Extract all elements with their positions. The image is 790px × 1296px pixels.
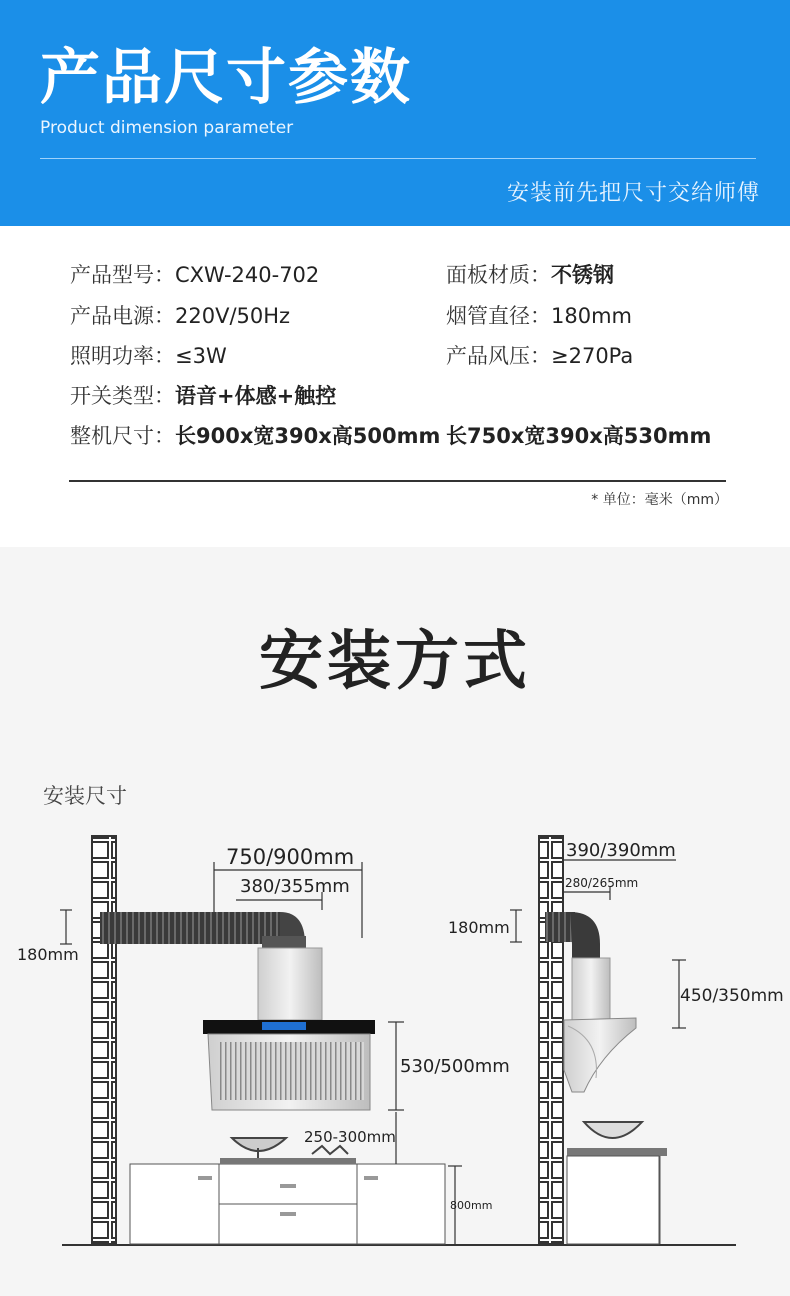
spec-light <box>70 341 227 371</box>
spec-value: 220V/50Hz <box>175 304 291 328</box>
dim-offset: 380/355mm <box>240 876 350 897</box>
dim-counter: 800mm <box>450 1199 493 1212</box>
hood-body <box>203 1020 375 1110</box>
side-view-hood <box>564 958 636 1092</box>
kitchen-cabinet <box>130 1158 445 1244</box>
side-wok-icon <box>567 1122 667 1244</box>
install-diagram <box>0 820 790 1290</box>
spec-label: 照明功率： <box>70 344 175 368</box>
dim-duct-right: 180mm <box>448 918 510 937</box>
spec-label: 产品电源： <box>70 304 175 328</box>
dim-depth-offset: 280/265mm <box>565 876 639 890</box>
spec-pressure <box>446 341 633 371</box>
spec-value: CXW-240-702 <box>175 263 320 287</box>
dim-depth: 390/390mm <box>566 840 676 861</box>
spec-pipe <box>446 301 632 331</box>
spec-label: 开关类型： <box>70 384 175 408</box>
banner-note: 安装前先把尺寸交给师傅 <box>506 181 760 206</box>
spec-divider <box>69 480 726 482</box>
dim-width: 750/900mm <box>226 845 355 869</box>
unit-note: * 单位：毫米（mm） <box>591 492 728 508</box>
spec-value: 语音+体感+触控 <box>175 384 337 408</box>
right-wall <box>539 836 563 1244</box>
dim-hood-height: 530/500mm <box>400 1056 510 1077</box>
banner-divider <box>40 158 756 159</box>
spec-model <box>70 260 319 290</box>
spec-size <box>70 421 440 451</box>
spec-label: 烟管直径： <box>446 304 551 328</box>
header-banner <box>0 0 790 226</box>
page-subtitle: Product dimension parameter <box>40 118 294 138</box>
spec-size-alt <box>446 421 711 451</box>
install-title: 安装方式 <box>259 625 531 699</box>
spec-label: 面板材质： <box>446 263 551 287</box>
spec-label: 产品风压： <box>446 344 551 368</box>
left-duct <box>100 912 306 948</box>
spec-value: 不锈钢 <box>551 263 614 287</box>
spec-value: ≤3W <box>175 344 227 368</box>
spec-panel <box>446 260 614 290</box>
spec-value: 长900x宽390x高500mm <box>175 424 441 448</box>
spec-switch <box>70 381 336 411</box>
dim-duct-left: 180mm <box>17 945 79 964</box>
spec-value: 长750x宽390x高530mm <box>446 424 712 448</box>
hood-chimney <box>258 948 322 1020</box>
spec-value: ≥270Pa <box>551 344 634 368</box>
spec-value: 180mm <box>551 304 632 328</box>
install-subtitle: 安装尺寸 <box>43 784 127 808</box>
page-title: 产品尺寸参数 <box>40 43 412 113</box>
spec-power <box>70 301 290 331</box>
spec-label: 整机尺寸： <box>70 424 175 448</box>
spec-label: 产品型号： <box>70 263 175 287</box>
dim-cook-gap: 250-300mm <box>304 1128 396 1146</box>
left-wall <box>92 836 116 1244</box>
dim-side-height: 450/350mm <box>680 986 784 1006</box>
